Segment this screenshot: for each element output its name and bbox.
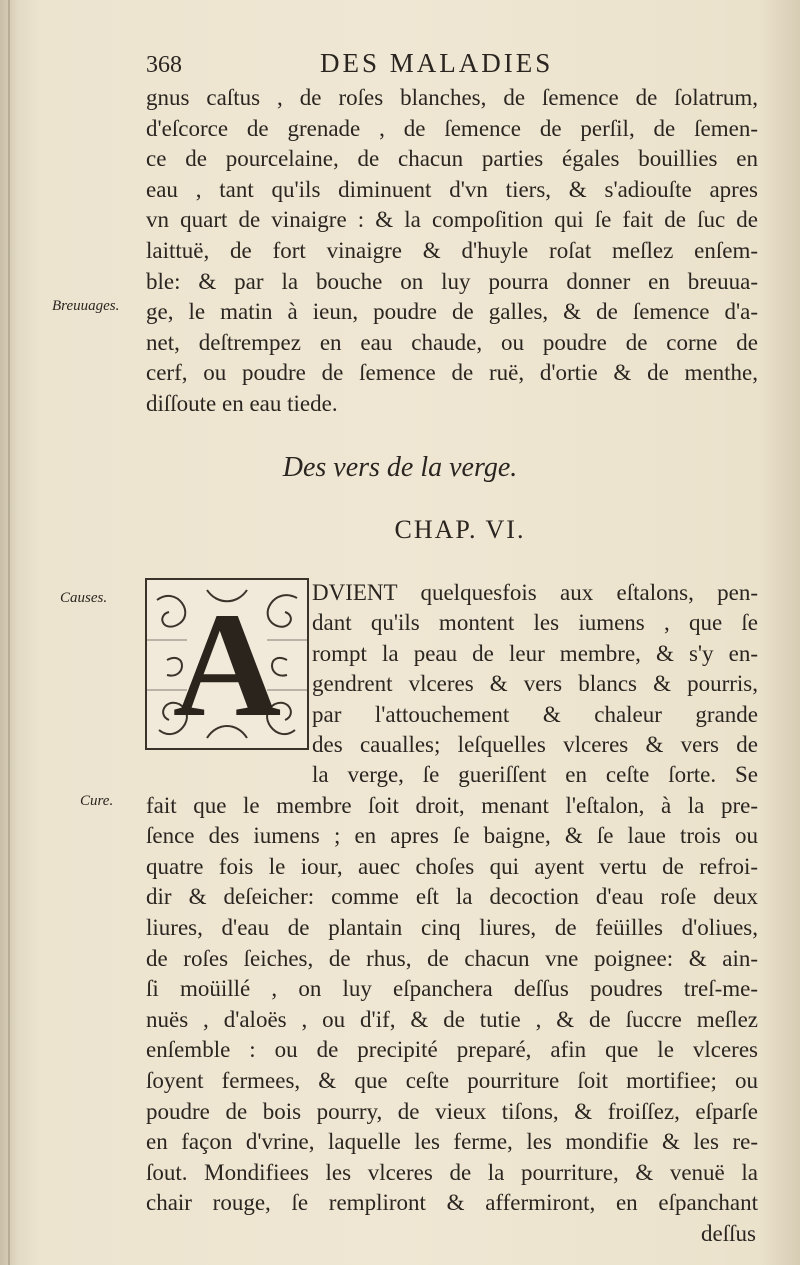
text-line: poudre de bois pourry, de vieux tiſons, & froiſſez, eſparſe <box>146 1098 758 1124</box>
text-line: chair rouge, ſe rempliront & affermiront, en eſpanchant <box>146 1190 758 1216</box>
text-line: cerf, ou poudre de ſemence de ruë, d'ortie & de menthe, <box>146 360 758 386</box>
text-line: la verge, ſe gueriſſent en ceſte ſorte. Se <box>312 762 758 787</box>
text-line: net, deſtrempez en eau chaude, ou poudre de corne de <box>146 329 758 355</box>
page-number: 368 <box>146 52 182 78</box>
text-line: ſi moüillé , on luy eſpanchera deſſus poudres treſ-me- <box>146 976 758 1002</box>
text-line: rompt la peau de leur membre, & s'y en- <box>312 640 758 666</box>
page-gutter <box>8 0 10 1265</box>
text-line: de roſes ſeiches, de rhus, de chacun vne poignee: & ain- <box>146 945 758 971</box>
catchword: deſſus <box>701 1220 756 1246</box>
text-line: gnus caſtus , de roſes blanches, de ſemence de ſolatrum, <box>146 85 758 110</box>
text-line: eau , tant qu'ils diminuent d'vn tiers, & s'adiouſte apres <box>146 176 758 202</box>
drop-cap-letter: A <box>172 582 282 748</box>
text-line: liures, d'eau de plantain cinq liures, de feüilles d'oliues, <box>146 914 758 940</box>
text-line: DVIENT quelquesfois aux eſtalons, pen- <box>312 580 758 605</box>
text-line: par l'attouchement & chaleur grande <box>312 701 758 727</box>
text-line: d'eſcorce de grenade , de ſemence de perſil, de ſemen- <box>146 115 758 141</box>
paragraph-after <box>146 760 758 1250</box>
chapter-number: CHAP. VI. <box>394 515 526 544</box>
margin-note-causes: Causes. <box>60 590 108 606</box>
text-line: dant qu'ils montent les iumens , que ſe <box>312 610 758 636</box>
chapter-title: Des vers de la verge. <box>282 452 518 483</box>
text-line: gendrent vlceres & vers blancs & pourris, <box>312 671 758 697</box>
text-line: ſoyent fermees, & que ceſte pourriture ſoit mortifiee; ou <box>146 1067 758 1093</box>
decorated-initial <box>145 578 309 750</box>
text-line: ble: & par la bouche on luy pourra donner en breuua- <box>146 268 758 294</box>
text-line: ge, le matin à ieun, poudre de galles, & de ſemence d'a- <box>146 299 758 325</box>
text-line: vn quart de vinaigre : & la compoſition qui ſe fait de ſuc de <box>146 207 758 233</box>
text-line: diſſoute en eau tiede. <box>146 390 338 416</box>
text-line: laittuë, de fort vinaigre & d'huyle roſat meſlez enſem- <box>146 237 758 263</box>
margin-note-breuuages: Breuuages. <box>52 298 120 314</box>
text-line: quatre fois le iour, auec choſes qui ayent vertu de refroi- <box>146 853 758 879</box>
running-head: DES MALADIES <box>320 48 554 78</box>
margin-note-cure: Cure. <box>80 793 114 809</box>
text-line: ce de pourcelaine, de chacun parties égales bouillies en <box>146 146 758 172</box>
text-line: fait que le membre ſoit droit, menant l'eſtalon, à la pre- <box>146 792 758 818</box>
paragraph-cap <box>312 578 758 760</box>
text-line: dir & deſeicher: comme eſt la decoction d'eau roſe deux <box>146 884 758 910</box>
text-line: ſout. Mondifiees les vlceres de la pourriture, & venuë la <box>146 1159 758 1185</box>
paragraph-top <box>146 83 758 420</box>
text-line: des caualles; leſquelles vlceres & vers de <box>312 731 758 757</box>
text-line: ſence des iumens ; en apres ſe baigne, & ſe laue trois ou <box>146 823 758 849</box>
text-line: enſemble : ou de precipité preparé, afin que le vlceres <box>146 1037 758 1063</box>
page-header <box>140 48 700 84</box>
text-line: en façon d'vrine, laquelle les ferme, les mondifie & les re- <box>146 1129 758 1155</box>
text-line: nuës , d'aloës , ou d'if, & de tutie , & de ſuccre meſlez <box>146 1006 758 1032</box>
